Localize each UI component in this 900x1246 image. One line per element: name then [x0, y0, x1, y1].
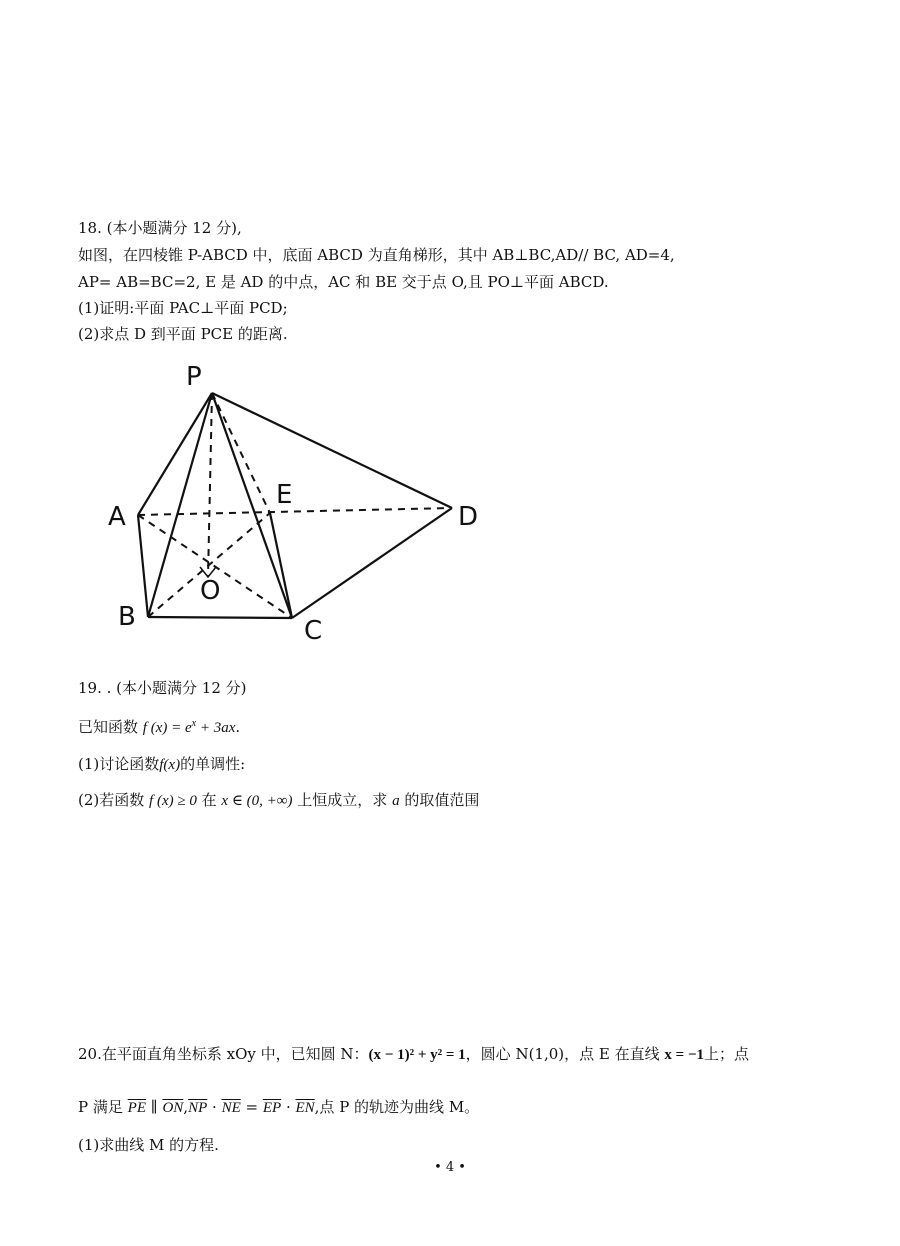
pyramid-figure: [100, 355, 500, 645]
q20-part1: (1)求曲线 M 的方程.: [78, 1136, 219, 1154]
edge-AD: [138, 508, 452, 515]
edge-PO: [208, 393, 212, 577]
circle-equation: (x − 1)² + y² = 1: [368, 1047, 466, 1063]
page-number: • 4 •: [434, 1160, 466, 1175]
q18-part1: (1)证明:平面 PAC⊥平面 PCD;: [78, 299, 288, 317]
edge-PA: [138, 393, 212, 515]
q19-part2: (2)若函数 f (x) ≥ 0 在 x ∈ (0, +∞) 上恒成立，求 a 的取值范围: [78, 791, 480, 809]
q19-header: 19. . (本小题满分 12 分): [78, 679, 247, 697]
q18-line2: AP= AB=BC=2, E 是 AD 的中点，AC 和 BE 交于点 O,且 PO⊥平面 ABCD.: [78, 273, 609, 291]
label-E: E: [276, 480, 293, 510]
edge-CD: [292, 508, 452, 618]
q19-line1: 已知函数 f $(x) = e^x + 3ax$.: [78, 718, 241, 736]
edge-AB: [138, 515, 148, 617]
label-B: B: [118, 602, 136, 632]
label-P: P: [186, 362, 202, 392]
q19-function-def: f $(x) = e^x + 3ax$: [142, 718, 236, 736]
q18-line1: 如图，在四棱锥 P-ABCD 中，底面 ABCD 为直角梯形，其中 AB⊥BC,AD// BC, AD=4,: [78, 246, 675, 264]
edge-PD: [212, 393, 452, 508]
edge-PE: [212, 393, 270, 513]
q18-header: 18. (本小题满分 12 分),: [78, 219, 242, 237]
q18-part2: (2)求点 D 到平面 PCE 的距离.: [78, 325, 288, 343]
q20-line2: P 满足 $\overline{PE}$ ∥ $\overline{ON},\overline{NP} \cdot \overline{NE} = \overline{EP} \cdot \overline{EN}$,点 P 的轨迹为曲线 M。: [78, 1098, 480, 1116]
label-D: D: [458, 502, 479, 532]
label-C: C: [304, 616, 323, 645]
edge-BC: [148, 617, 292, 618]
label-O: O: [200, 576, 221, 606]
q19-line1-prefix: 已知函数: [78, 718, 139, 736]
line-equation: x = −1: [664, 1047, 705, 1063]
q19-part1: (1)讨论函数f(x)的单调性:: [78, 755, 246, 773]
q20-line1: 20.在平面直角坐标系 xOy 中，已知圆 N：(x − 1)² + y² = 1，圆心 N(1,0)，点 E 在直线 x = −1上；点: [78, 1045, 750, 1063]
label-A: A: [108, 502, 126, 532]
